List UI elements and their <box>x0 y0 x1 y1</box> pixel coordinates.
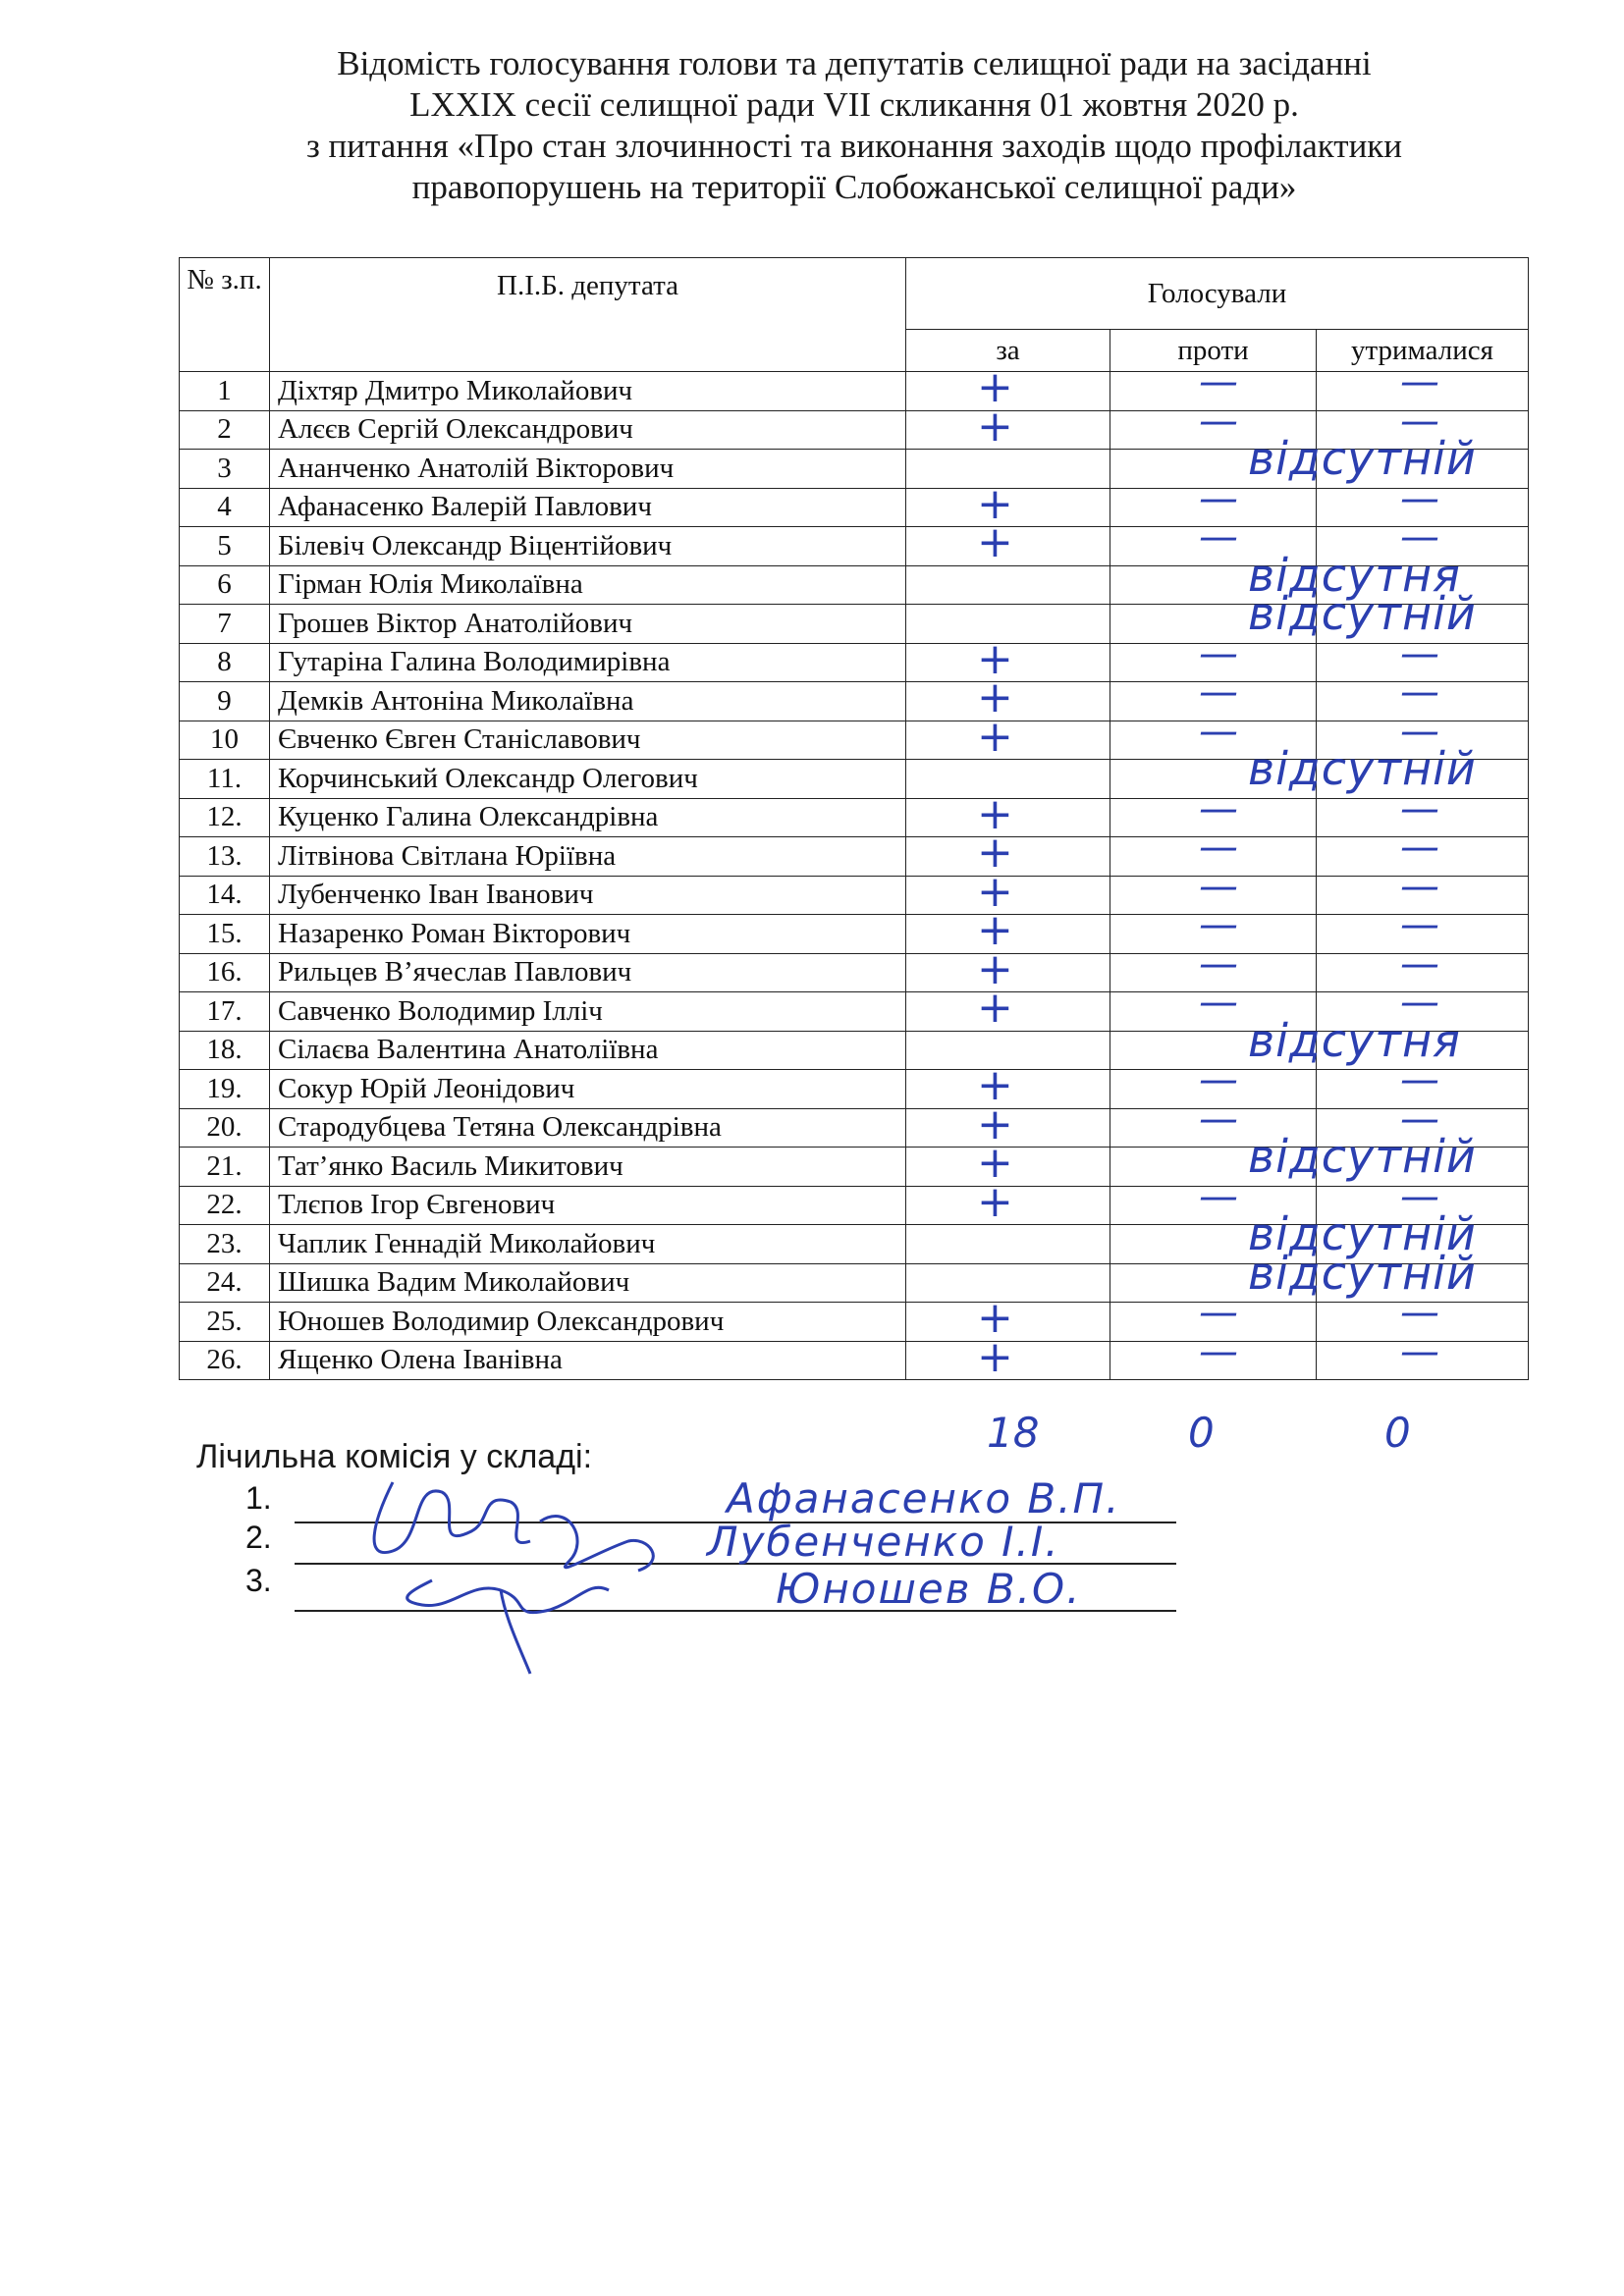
table-row <box>180 605 1529 644</box>
table-row <box>180 798 1529 837</box>
vote-dash-mark: — <box>1199 475 1238 521</box>
absent-note: відсутній <box>1248 742 1477 795</box>
row-number: 11. <box>180 760 270 799</box>
total-for: 18 <box>987 1409 1040 1457</box>
commission-member-3 <box>245 1563 295 1599</box>
deputy-name: Корчинський Олександр Олегович <box>270 760 906 799</box>
member-name-3: Юношев В.О. <box>776 1565 1082 1613</box>
row-number: 5 <box>180 527 270 566</box>
deputy-name: Лубенченко Іван Іванович <box>270 876 906 915</box>
vote-for-mark: + <box>977 362 1013 412</box>
member-number: 2. <box>245 1520 272 1555</box>
absent-note: відсутній <box>1248 1130 1477 1183</box>
deputy-name: Куценко Галина Олександрівна <box>270 798 906 837</box>
absent-note: відсутній <box>1248 587 1477 640</box>
row-number: 6 <box>180 565 270 605</box>
row-number: 9 <box>180 682 270 721</box>
vote-for-mark: + <box>977 1176 1013 1227</box>
table-row <box>180 488 1529 527</box>
commission-member-1 <box>245 1480 295 1517</box>
vote-for-mark: + <box>977 517 1013 567</box>
table-row <box>180 1070 1529 1109</box>
vote-for-mark: + <box>977 1293 1013 1343</box>
voting-table <box>179 257 1529 1380</box>
vote-dash-mark: — <box>1199 1057 1238 1102</box>
total-abstained: 0 <box>1384 1409 1411 1457</box>
vote-for-mark: + <box>977 711 1013 762</box>
vote-dash-mark: — <box>1199 940 1238 987</box>
row-number: 14. <box>180 876 270 915</box>
row-number: 21. <box>180 1148 270 1187</box>
vote-dash-mark: — <box>1199 514 1238 560</box>
deputy-name: Білевіч Олександр Віцентійович <box>270 527 906 566</box>
vote-cell-za <box>906 400 1110 452</box>
vote-for-mark: + <box>977 633 1013 684</box>
row-number: 4 <box>180 488 270 527</box>
vote-dash-mark: — <box>1199 902 1238 947</box>
deputy-name: Гутаріна Галина Володимирівна <box>270 643 906 682</box>
vote-for-mark: + <box>977 866 1013 917</box>
vote-dash-mark: — <box>1199 630 1238 676</box>
row-number: 15. <box>180 915 270 954</box>
vote-cell-za <box>906 1331 1110 1382</box>
deputy-name: Тат’янко Василь Микитович <box>270 1148 906 1187</box>
vote-dash-mark: — <box>1199 1173 1238 1219</box>
vote-dash-mark: — <box>1400 1290 1439 1335</box>
vote-dash-mark: — <box>1400 630 1439 676</box>
vote-dash-mark: — <box>1400 708 1439 754</box>
vote-for-mark: + <box>977 672 1013 722</box>
deputy-name: Ященко Олена Іванівна <box>270 1341 906 1380</box>
deputy-name: Назаренко Роман Вікторович <box>270 915 906 954</box>
row-number: 13. <box>180 837 270 877</box>
title-line-3: з питання «Про стан злочинності та виконання заходів щодо профілактики <box>305 127 1403 165</box>
vote-dash-mark: — <box>1199 708 1238 754</box>
row-number: 16. <box>180 953 270 992</box>
deputy-name: Савченко Володимир Ілліч <box>270 992 906 1032</box>
table-row <box>180 760 1529 799</box>
vote-dash-mark: — <box>1400 785 1439 831</box>
row-number: 26. <box>180 1341 270 1380</box>
member-number: 3. <box>245 1563 272 1598</box>
absent-note: відсутній <box>1248 1246 1477 1300</box>
absent-note: відсутній <box>1248 432 1477 485</box>
vote-dash-mark: — <box>1199 669 1238 715</box>
row-number: 23. <box>180 1225 270 1264</box>
vote-cell-za <box>906 983 1110 1033</box>
table-row <box>180 1031 1529 1070</box>
row-number: 2 <box>180 410 270 450</box>
header-name: П.І.Б. депутата <box>270 258 906 372</box>
document-title <box>177 43 1532 208</box>
vote-dash-mark: — <box>1199 398 1238 444</box>
row-number: 1 <box>180 372 270 411</box>
vote-dash-mark: — <box>1199 1095 1238 1142</box>
vote-for-mark: + <box>977 983 1013 1033</box>
vote-for-mark: + <box>977 1060 1013 1110</box>
vote-dash-mark: — <box>1400 514 1439 560</box>
vote-dash-mark: — <box>1400 669 1439 715</box>
member-name-1: Афанасенко В.П. <box>727 1474 1121 1522</box>
table-row <box>180 876 1529 915</box>
row-number: 12. <box>180 798 270 837</box>
vote-for-mark: + <box>977 1331 1013 1382</box>
table-row <box>180 837 1529 877</box>
row-number: 7 <box>180 605 270 644</box>
deputy-name: Євченко Євген Станіславович <box>270 721 906 760</box>
vote-dash-mark: — <box>1199 359 1238 404</box>
table-row <box>180 372 1529 411</box>
row-number: 19. <box>180 1070 270 1109</box>
vote-dash-mark: — <box>1400 980 1439 1025</box>
deputy-name: Сілаєва Валентина Анатоліївна <box>270 1031 906 1070</box>
vote-for-mark: + <box>977 788 1013 839</box>
vote-for-mark: + <box>977 400 1013 452</box>
vote-dash-mark: — <box>1199 1290 1238 1335</box>
vote-dash-mark: — <box>1400 398 1439 444</box>
row-number: 8 <box>180 643 270 682</box>
row-number: 17. <box>180 992 270 1032</box>
row-number: 3 <box>180 450 270 489</box>
deputy-name: Шишка Вадим Миколайович <box>270 1263 906 1303</box>
vote-dash-mark: — <box>1199 785 1238 831</box>
vote-dash-mark: — <box>1400 940 1439 987</box>
vote-for-mark: + <box>977 905 1013 955</box>
row-number: 18. <box>180 1031 270 1070</box>
table-row <box>180 1263 1529 1303</box>
title-line-2: LXXIX сесії селищної ради VII скликання 01 жовтня 2020 р. <box>409 85 1299 124</box>
table-row <box>180 1148 1529 1187</box>
deputy-name: Чаплик Геннадій Миколайович <box>270 1225 906 1264</box>
vote-for-mark: + <box>977 828 1013 878</box>
header-against: проти <box>1110 330 1317 372</box>
row-number: 24. <box>180 1263 270 1303</box>
table-row <box>180 1341 1529 1380</box>
deputy-name: Афанасенко Валерій Павлович <box>270 488 906 527</box>
deputy-name: Літвінова Світлана Юріївна <box>270 837 906 877</box>
deputy-name: Демків Антоніна Миколаївна <box>270 682 906 721</box>
signature-scribbles <box>334 1443 746 1688</box>
vote-dash-mark: — <box>1400 359 1439 404</box>
vote-cell-za <box>906 1225 1110 1264</box>
row-number: 22. <box>180 1186 270 1225</box>
vote-dash-mark: — <box>1400 1173 1439 1219</box>
table-row <box>180 643 1529 682</box>
vote-dash-mark: — <box>1400 825 1439 870</box>
vote-dash-mark: — <box>1400 902 1439 947</box>
absent-note: відсутній <box>1248 1207 1477 1260</box>
deputy-name: Тлєпов Ігор Євгенович <box>270 1186 906 1225</box>
table-row <box>180 915 1529 954</box>
vote-cell-za <box>906 1176 1110 1227</box>
absent-note: відсутня <box>1248 548 1461 602</box>
member-number: 1. <box>245 1480 272 1516</box>
title-line-4: правопорушень на території Слобожанської селищної ради» <box>411 168 1297 206</box>
commission-member-2 <box>245 1520 295 1556</box>
absent-note: відсутня <box>1248 1013 1461 1067</box>
deputy-name: Юношев Володимир Олександрович <box>270 1303 906 1342</box>
vote-cell-utr <box>1317 1328 1529 1380</box>
table-row <box>180 953 1529 992</box>
member-name-2: Лубенченко І.І. <box>707 1518 1060 1566</box>
table-row <box>180 682 1529 721</box>
deputy-name: Алєєв Сергій Олександрович <box>270 410 906 450</box>
deputy-name: Стародубцева Тетяна Олександрівна <box>270 1108 906 1148</box>
vote-cell-za <box>906 517 1110 567</box>
vote-dash-mark: — <box>1400 863 1439 909</box>
row-number: 25. <box>180 1303 270 1342</box>
vote-cell-za <box>906 711 1110 762</box>
row-number: 20. <box>180 1108 270 1148</box>
vote-dash-mark: — <box>1400 1095 1439 1142</box>
commission-label: Лічильна комісія у складі: <box>196 1438 593 1475</box>
deputy-name: Сокур Юрій Леонідович <box>270 1070 906 1109</box>
vote-dash-mark: — <box>1199 825 1238 870</box>
title-line-1: Відомість голосування голови та депутатів селищної ради на засіданні <box>337 44 1372 82</box>
vote-dash-mark: — <box>1400 475 1439 521</box>
vote-cell-za <box>906 565 1110 605</box>
deputy-name: Рильцев В’ячеслав Павлович <box>270 953 906 992</box>
header-number: № з.п. <box>180 258 270 372</box>
vote-dash-mark: — <box>1199 1328 1238 1374</box>
vote-cell-proty <box>1110 1328 1317 1380</box>
deputy-name: Діхтяр Дмитро Миколайович <box>270 372 906 411</box>
deputy-name: Ананченко Анатолій Вікторович <box>270 450 906 489</box>
vote-dash-mark: — <box>1400 1328 1439 1374</box>
deputy-name: Гірман Юлія Миколаївна <box>270 565 906 605</box>
vote-for-mark: + <box>977 478 1013 529</box>
vote-dash-mark: — <box>1199 863 1238 909</box>
deputy-name: Грошев Віктор Анатолійович <box>270 605 906 644</box>
header-for: за <box>906 330 1110 372</box>
total-against: 0 <box>1188 1409 1215 1457</box>
header-abstained: утрималися <box>1317 330 1529 372</box>
header-voted: Голосували <box>906 258 1529 330</box>
vote-dash-mark: — <box>1400 1057 1439 1102</box>
row-number: 10 <box>180 721 270 760</box>
vote-for-mark: + <box>977 1098 1013 1149</box>
vote-for-mark: + <box>977 943 1013 994</box>
table-row <box>180 450 1529 489</box>
vote-for-mark: + <box>977 1138 1013 1188</box>
table-row <box>180 1303 1529 1342</box>
vote-dash-mark: — <box>1199 980 1238 1025</box>
